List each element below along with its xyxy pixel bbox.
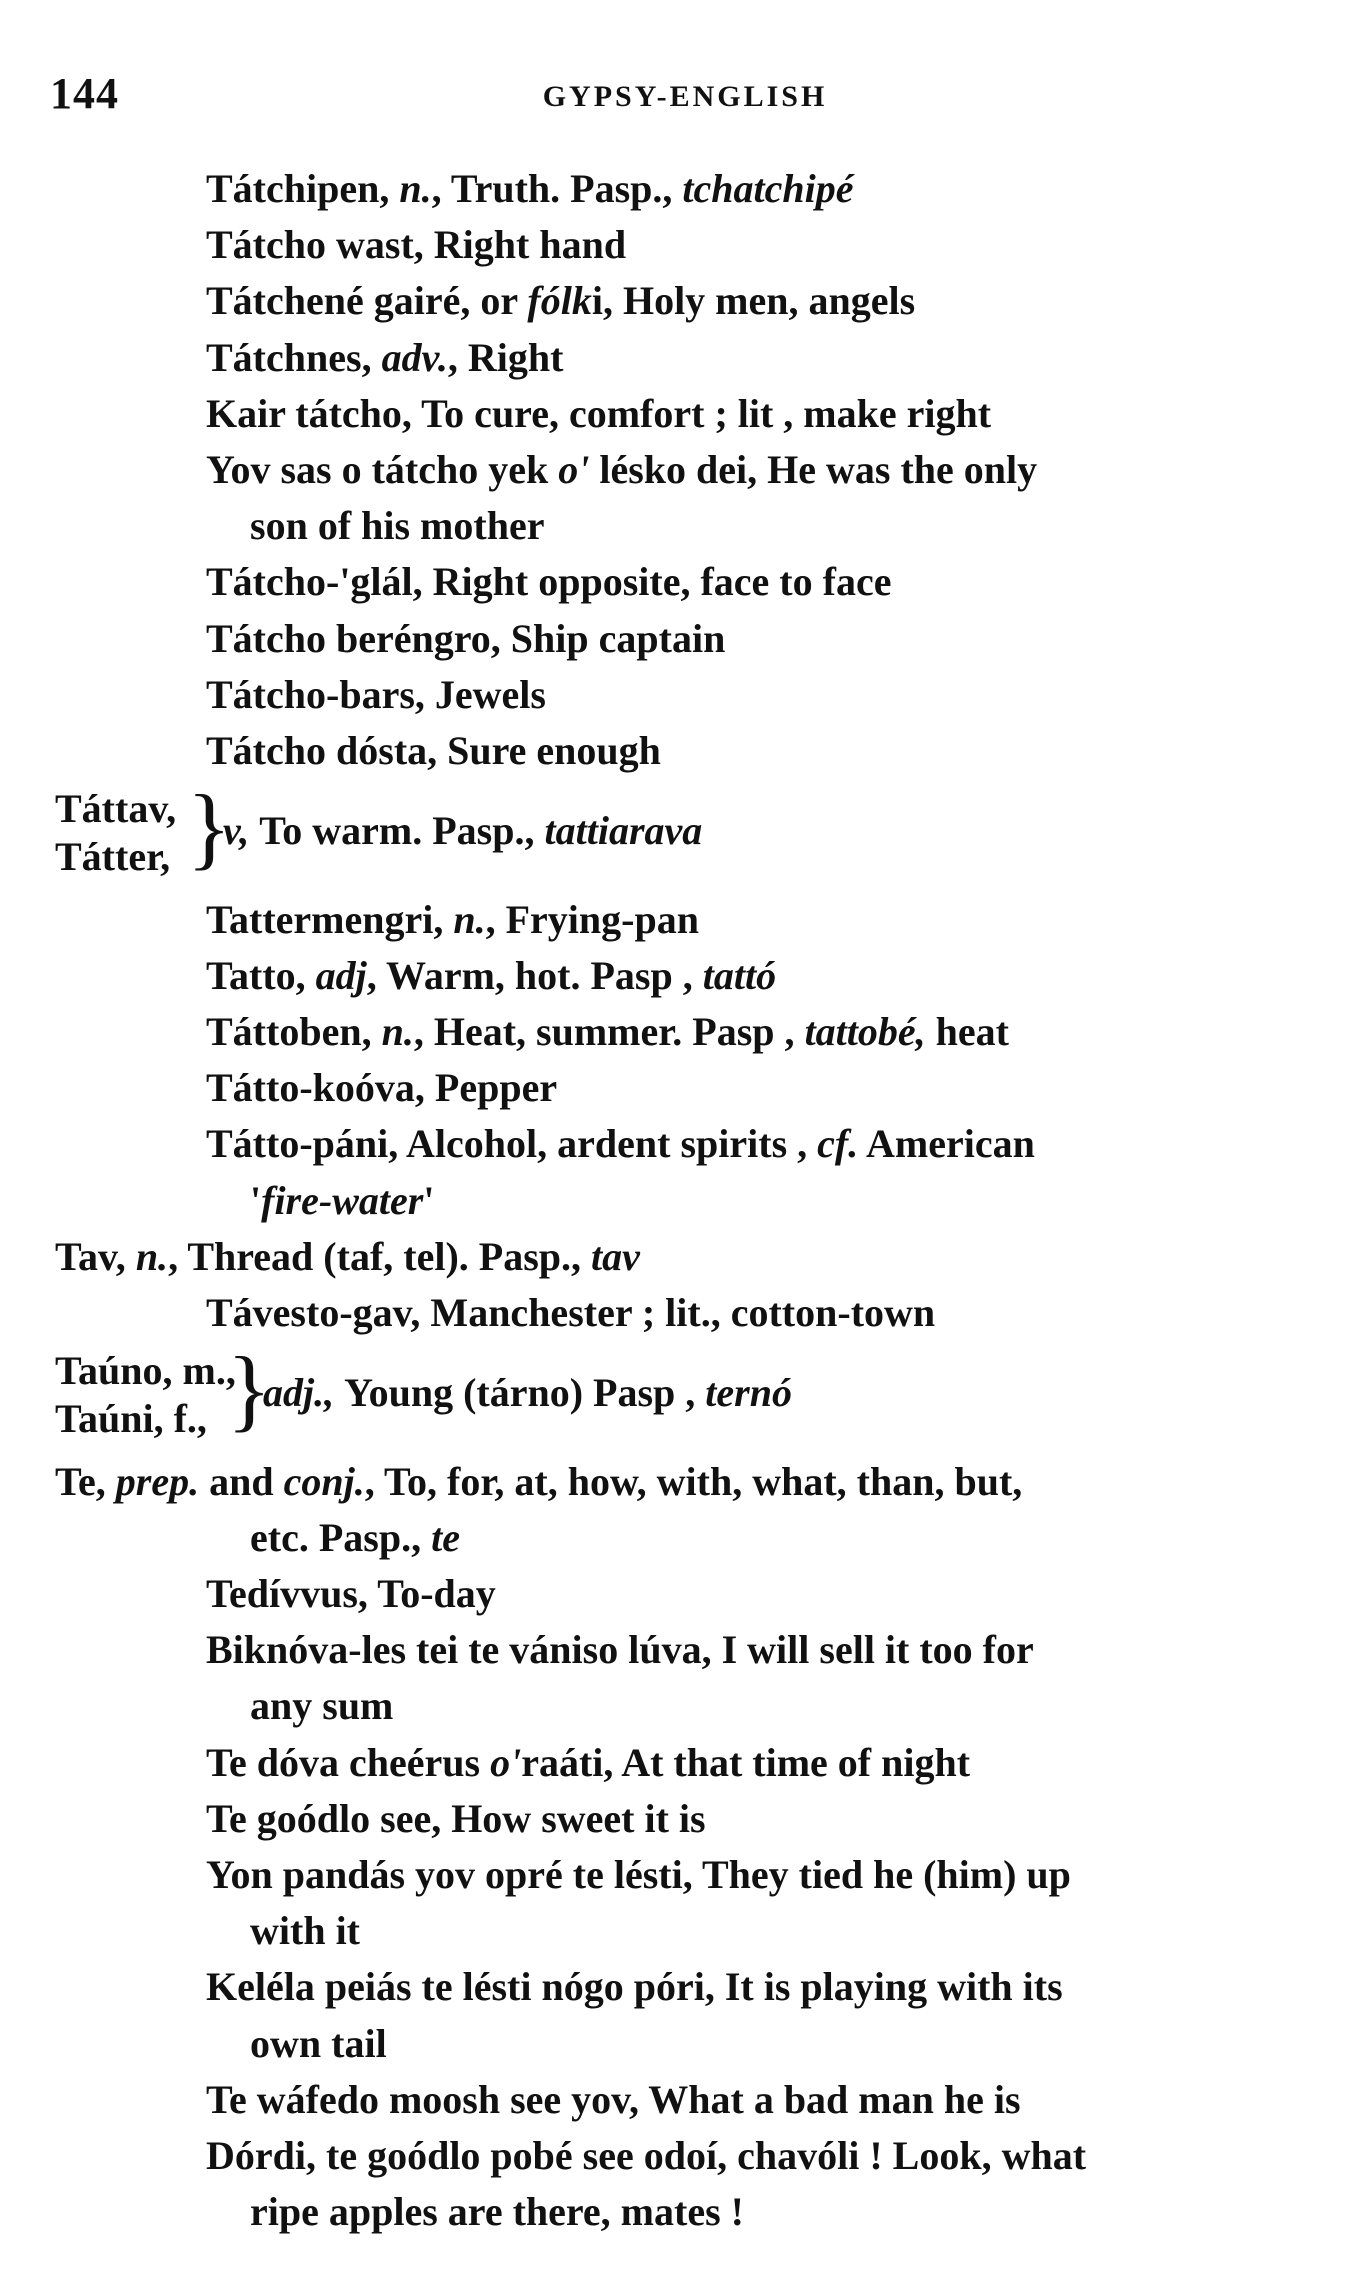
entry-line <box>206 896 699 944</box>
entry-text: ' <box>250 1177 262 1223</box>
entry-line <box>206 1570 496 1618</box>
entry-text: Tátcho wast, Right hand <box>206 222 627 268</box>
italic-text: n. <box>135 1233 169 1279</box>
gloss: To warm. Pasp., <box>259 808 545 854</box>
entry-continuation <box>250 2188 744 2236</box>
entry-definition <box>223 807 702 855</box>
entry-text: Tátcho dósta, Sure enough <box>206 728 661 773</box>
brace-entry <box>55 1338 1355 1459</box>
entry-continuation <box>250 1177 434 1225</box>
page-number: 144 <box>50 69 119 118</box>
entry-text: , Thread (taf, tel). Pasp., <box>168 1233 592 1279</box>
entry-line <box>206 165 854 213</box>
entry-line <box>206 446 1037 494</box>
entry-text: Te wáfedo moosh see yov, What a bad man he is <box>206 2076 1021 2122</box>
running-head: GYPSY-ENGLISH <box>542 80 828 113</box>
entry-text: heat <box>925 1009 1009 1054</box>
entry-text: , Heat, summer. Pasp , <box>413 1009 805 1054</box>
italic-text: n. <box>399 166 432 211</box>
entry-text: Yon pandás yov opré te lésti, They tied he (him) up <box>206 1852 1071 1897</box>
entry-text: , Right <box>447 334 564 380</box>
entry-text: son of his mother <box>250 503 545 549</box>
italic-text: o' <box>490 1739 522 1785</box>
italic-text: adj <box>315 952 367 998</box>
entry-line <box>206 1064 557 1112</box>
entry-text: Tátcho-'glál, Right opposite, face to face <box>206 559 892 605</box>
entry-text: Távesto-gav, Manchester ; lit., cotton-town <box>206 1290 936 1335</box>
entry-line <box>206 221 626 269</box>
entry-text: i, Holy men, angels <box>591 278 916 324</box>
brace-glyph: } <box>187 776 232 879</box>
entry-text: Táttoben, <box>206 1009 382 1054</box>
entry-text: ripe apples are there, mates ! <box>250 2189 744 2235</box>
italic-text: tattobé, <box>804 1009 926 1054</box>
entry-line <box>206 727 661 775</box>
entry-text: , Warm, hot. Pasp , <box>366 952 703 998</box>
italic-text: o' <box>558 447 590 492</box>
brace-entry <box>55 776 1355 897</box>
entry-text: any sum <box>250 1683 394 1729</box>
entry-line <box>206 1289 935 1337</box>
part-of-speech: v, <box>223 808 260 854</box>
italic-text: cf. <box>817 1121 859 1167</box>
entry-line <box>206 558 891 606</box>
entry-line <box>206 1795 706 1843</box>
entry-line <box>206 390 991 438</box>
entry-text: Dórdi, te goódlo pobé see odoí, chavóli ! Look, what <box>206 2133 1087 2178</box>
headword-group <box>55 1347 236 1443</box>
entry-text: etc. Pasp., <box>250 1514 432 1560</box>
italic-text: n. <box>381 1009 414 1054</box>
pasp-form: tattiarava <box>544 808 703 854</box>
headword: Taúni, f., <box>55 1396 207 1442</box>
italic-text: tchatchipé <box>682 166 854 211</box>
italic-text: te <box>431 1514 460 1560</box>
entry-line <box>206 1851 1071 1899</box>
italic-text: conj. <box>283 1458 365 1504</box>
entry-text: Biknóva-les tei te vániso lúva, I will sell it too for <box>206 1627 1034 1673</box>
entry-text: Keléla peiás te lésti nógo póri, It is playing with its <box>206 1964 1063 2010</box>
italic-text: n. <box>453 896 486 942</box>
pasp-form: ternó <box>705 1370 792 1416</box>
entry-continuation <box>250 2020 387 2068</box>
entry-text: Tav, <box>55 1233 136 1279</box>
entry-line <box>206 1963 1063 2011</box>
entry-line <box>206 671 546 719</box>
entry-line <box>206 1008 1009 1056</box>
italic-text: adv. <box>381 334 448 380</box>
entry-continuation <box>250 1682 393 1730</box>
entry-line <box>206 1739 970 1787</box>
entry-text: Tátchipen, <box>206 166 400 211</box>
entry-line <box>206 2132 1086 2180</box>
entry-text: and <box>199 1458 284 1504</box>
entry-continuation <box>250 502 544 550</box>
entry-text: American <box>858 1121 1035 1167</box>
entry-line <box>55 1458 1022 1506</box>
entry-line <box>206 2076 1021 2124</box>
entry-text: Tatto, <box>206 952 316 998</box>
part-of-speech: adj., <box>263 1370 345 1416</box>
page-header <box>50 68 1320 128</box>
entry-text: Yov sas o tátcho yek <box>206 447 559 492</box>
italic-text: fólk <box>527 278 592 324</box>
italic-text: prep. <box>115 1458 200 1504</box>
entry-line <box>206 334 563 382</box>
entry-continuation <box>250 1514 460 1562</box>
entry-line <box>55 1233 640 1281</box>
entry-text: Tátchené gairé, or <box>206 278 528 324</box>
brace-glyph: } <box>227 1338 272 1441</box>
italic-text: tav <box>591 1233 640 1279</box>
headword: Taúno, m., <box>55 1348 236 1394</box>
entry-line <box>206 1626 1034 1674</box>
entry-line <box>206 1120 1035 1168</box>
entry-text: Tattermengri, <box>206 896 454 942</box>
entry-text: Tedívvus, To-day <box>206 1571 496 1616</box>
entry-text: own tail <box>250 2020 387 2066</box>
entry-text: Te dóva cheérus <box>206 1739 491 1785</box>
entry-text: Tátto-koóva, Pepper <box>206 1065 558 1111</box>
entry-text: Te goódlo see, How sweet it is <box>206 1795 706 1841</box>
headword: Táttav, <box>55 786 177 832</box>
entry-text: ' <box>423 1177 435 1223</box>
gloss: Young (tárno) Pasp , <box>344 1370 706 1416</box>
entry-text: Tátchnes, <box>206 334 382 380</box>
entry-text: Tátto-páni, Alcohol, ardent spirits , <box>206 1121 818 1167</box>
entry-definition <box>263 1369 792 1417</box>
entry-line <box>206 952 776 1000</box>
entry-text: Tátcho-bars, Jewels <box>206 671 546 717</box>
entry-text: , Frying-pan <box>485 896 699 942</box>
entry-text: , To, for, at, how, with, what, than, but, <box>364 1458 1023 1504</box>
entry-line <box>206 615 725 663</box>
headword: Tátter, <box>55 834 171 880</box>
entry-text: , Truth. Pasp., <box>431 166 683 211</box>
entry-continuation <box>250 1907 360 1955</box>
italic-text: fire-water <box>261 1177 424 1223</box>
entry-text: lésko dei, He was the only <box>589 447 1038 492</box>
entry-text: Kair tátcho, To cure, comfort ; lit , make right <box>206 390 992 436</box>
entry-text: with it <box>250 1908 360 1954</box>
entry-text: Tátcho beréngro, Ship captain <box>206 615 726 661</box>
italic-text: tattó <box>702 952 777 998</box>
entry-text: Te, <box>55 1458 116 1504</box>
entry-line <box>206 277 915 325</box>
entry-text: raáti, At that time of night <box>521 1739 971 1785</box>
headword-group <box>55 785 176 881</box>
